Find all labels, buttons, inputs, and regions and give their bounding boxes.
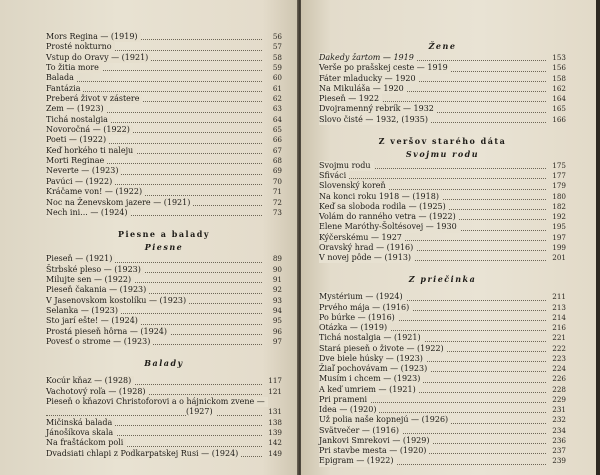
toc-entry xyxy=(46,296,282,306)
toc-entry xyxy=(46,156,282,166)
toc-entry-title: Poeti — (1922) xyxy=(46,135,109,145)
toc-entry xyxy=(46,53,282,63)
subheading-svojmu-rodu: Svojmu rodu xyxy=(405,148,480,159)
toc-entry-title: Povesť o strome — (1923) xyxy=(46,337,153,347)
toc-entry xyxy=(46,63,282,73)
toc-entry xyxy=(46,428,282,438)
toc-entry xyxy=(46,327,282,337)
toc-entry-page: 180 xyxy=(552,191,566,201)
toc-entry xyxy=(46,265,282,275)
toc-entry xyxy=(319,63,566,73)
toc-entry xyxy=(319,222,566,232)
toc-entry-title: Po búrke — (1916) xyxy=(319,313,398,323)
toc-entry-page: 66 xyxy=(272,135,282,145)
toc-entry-page: 177 xyxy=(552,171,566,180)
toc-entry-title: Jankovi Smrekovi — (1929) xyxy=(319,436,432,446)
toc-entry-page: 89 xyxy=(272,254,282,264)
toc-entry-page: 121 xyxy=(268,386,282,396)
toc-entry xyxy=(46,397,282,407)
toc-entry-page: 70 xyxy=(272,176,282,186)
toc-entry-title: Slovo čisté — 1932, (1935) xyxy=(319,115,431,125)
toc-entry-page: 138 xyxy=(268,417,282,427)
toc-entry-page: 226 xyxy=(552,374,566,384)
toc-entry xyxy=(319,212,566,222)
toc-entry xyxy=(46,208,282,218)
toc-entry-page: 131 xyxy=(268,407,282,417)
subheading-balady: Balady xyxy=(144,358,184,369)
toc-entry xyxy=(319,161,566,171)
toc-entry xyxy=(46,198,282,208)
toc-entry-page: 228 xyxy=(552,384,566,394)
toc-entry-title: Morti Reginae xyxy=(46,156,107,166)
toc-entry xyxy=(319,104,566,114)
toc-entry-title: Vstup do Oravy — (1921) xyxy=(46,53,151,63)
toc-entry-title: Jánošíkova skala xyxy=(46,428,116,438)
leader-dots xyxy=(46,81,262,82)
toc-entry xyxy=(319,436,566,446)
toc-entry-title: Na Mikuláša — 1920 xyxy=(319,84,407,94)
toc-entry xyxy=(46,387,282,397)
toc-entry xyxy=(46,418,282,428)
toc-entry xyxy=(319,171,566,181)
toc-entry-page: 63 xyxy=(272,104,282,114)
toc-entry-title: Na fraštáckom poli xyxy=(46,438,126,448)
toc-entry xyxy=(319,94,566,104)
toc-entry-title: Kýčerskému — 1927 xyxy=(319,233,405,243)
toc-entry xyxy=(46,125,282,135)
page-edge-shadow xyxy=(596,0,600,475)
toc-entry-title: Svätvečer — (1916) xyxy=(319,426,402,436)
toc-entry xyxy=(319,243,566,253)
toc-entry xyxy=(46,438,282,448)
toc-entry-page: 222 xyxy=(552,343,566,353)
toc-entry xyxy=(46,135,282,145)
toc-entry-page: 213 xyxy=(552,302,566,312)
toc-entry-page: 216 xyxy=(552,323,566,332)
toc-entry-title: Idea — (1920) xyxy=(319,405,379,415)
toc-entry-page: 166 xyxy=(552,114,566,124)
toc-entry-page: 179 xyxy=(552,181,566,191)
toc-entry xyxy=(46,73,282,83)
toc-entry-page: 94 xyxy=(272,305,282,315)
toc-entry-title: Sto jarí ešte! — (1924) xyxy=(46,316,141,326)
toc-entry xyxy=(319,313,566,323)
leader-dots xyxy=(46,415,262,416)
toc-entry xyxy=(46,166,282,176)
toc-entry-page: 211 xyxy=(552,292,566,302)
toc-entry-title: Preberá život v zástere xyxy=(46,94,142,104)
toc-entry-title: Volám do ranného vetra — (1922) xyxy=(319,212,459,222)
toc-entry xyxy=(319,115,566,125)
toc-entry-title: Fáter mladucky — 1920 xyxy=(319,74,419,84)
toc-entry-page: 73 xyxy=(272,207,282,217)
toc-entry xyxy=(319,426,566,436)
toc-entry xyxy=(319,354,566,364)
toc-entry xyxy=(46,187,282,197)
toc-entry-page: 65 xyxy=(272,125,282,135)
zene-entries xyxy=(319,53,566,125)
toc-entry-page: 93 xyxy=(272,295,282,305)
toc-entry xyxy=(46,94,282,104)
toc-entry xyxy=(319,53,566,63)
toc-entry xyxy=(46,337,282,347)
toc-entry-page: 156 xyxy=(552,63,566,73)
toc-entry xyxy=(46,42,282,52)
top-entries xyxy=(46,32,282,218)
left-page xyxy=(0,0,298,475)
toc-entry-page: 142 xyxy=(268,438,282,448)
toc-entry-page: 57 xyxy=(272,42,282,52)
toc-entry-page: 149 xyxy=(268,448,282,458)
toc-entry xyxy=(319,323,566,333)
toc-entry-title: A keď umriem — (1921) xyxy=(319,385,419,395)
toc-entry-page: 162 xyxy=(552,83,566,93)
toc-entry-title: Pri stavbe mesta — (1920) xyxy=(319,446,429,456)
toc-entry-page: 229 xyxy=(552,394,566,404)
toc-entry-page: 56 xyxy=(272,32,282,41)
toc-entry xyxy=(46,376,282,386)
toc-entry-page: 67 xyxy=(272,145,282,155)
toc-entry-title: Na konci roku 1918 — (1918) xyxy=(319,192,442,202)
toc-entry-title: Pieseň — (1921) xyxy=(46,254,115,264)
toc-entry-title: Kocúr kňaz — (1928) xyxy=(46,376,134,386)
toc-entry xyxy=(319,446,566,456)
toc-entry-title: Zem — (1923) xyxy=(46,104,107,114)
toc-entry-page: 90 xyxy=(272,264,282,274)
toc-entry-page: 69 xyxy=(272,166,282,176)
toc-entry xyxy=(319,84,566,94)
toc-entry-page: 71 xyxy=(272,187,282,197)
toc-entry xyxy=(46,449,282,459)
toc-entry xyxy=(46,104,282,114)
toc-entry-page: 224 xyxy=(552,364,566,373)
toc-entry xyxy=(319,192,566,202)
toc-entry xyxy=(319,395,566,405)
toc-entry-title: Balada xyxy=(46,73,77,83)
toc-entry-page: 175 xyxy=(552,160,566,170)
toc-entry-page: 64 xyxy=(272,114,282,124)
toc-entry-page: 236 xyxy=(552,435,566,445)
toc-entry-page: 117 xyxy=(268,376,282,386)
toc-entry-title: Oravský hrad — (1916) xyxy=(319,243,416,253)
toc-entry-title: Tichá nostalgia xyxy=(46,115,111,125)
toc-entry-title: Tichá nostalgia — (1921) xyxy=(319,333,424,343)
toc-entry-page: 158 xyxy=(552,73,566,83)
toc-entry-page: 232 xyxy=(552,415,566,425)
toc-entry-title: Elene Maróthy-Šoltésovej — 1930 xyxy=(319,222,460,232)
toc-entry-page: 72 xyxy=(272,197,282,207)
toc-entry xyxy=(46,316,282,326)
toc-entry-page: 97 xyxy=(272,336,282,346)
toc-entry-page: 221 xyxy=(552,333,566,343)
toc-entry-title: Dakedy žartom — 1919 xyxy=(319,53,417,63)
toc-entry xyxy=(319,181,566,191)
toc-entry-title: V novej pôde — (1913) xyxy=(319,253,414,263)
subheading-zene: Žene xyxy=(428,41,457,51)
toc-entry-title: Pieseň — 1922 xyxy=(319,94,382,104)
toc-entry-title: Pavúci — (1922) xyxy=(46,177,115,187)
piesne-entries xyxy=(46,254,282,347)
toc-entry-page: 223 xyxy=(552,353,566,363)
toc-entry-title: Otázka — (1919) xyxy=(319,323,390,333)
toc-entry xyxy=(319,385,566,395)
toc-entry-title: Pri prameni xyxy=(319,395,370,405)
toc-entry-title: Dvojramenný rebrík — 1932 xyxy=(319,104,437,114)
toc-entry-title: Mors Regina — (1919) xyxy=(46,32,141,42)
toc-entry-page: 239 xyxy=(552,456,566,466)
toc-entry-page: 95 xyxy=(272,316,282,326)
toc-entry-page: 139 xyxy=(268,428,282,437)
toc-entry-page: 59 xyxy=(272,63,282,73)
toc-entry-title: Verše po prašskej ceste — 1919 xyxy=(319,63,451,73)
toc-entry xyxy=(319,415,566,425)
toc-entry-title: Keď sa sloboda rodila — (1925) xyxy=(319,202,449,212)
toc-entry-page: 234 xyxy=(552,425,566,435)
toc-entry xyxy=(319,344,566,354)
toc-entry-page: 58 xyxy=(272,52,282,62)
toc-entry-page: 91 xyxy=(272,274,282,284)
toc-entry-title: V Jasenovskom kostolíku — (1923) xyxy=(46,296,189,306)
toc-entry-title: Milujte sen — (1922) xyxy=(46,275,134,285)
toc-entry-title: (1927) xyxy=(186,407,216,417)
toc-entry-title: Musím i chcem — (1923) xyxy=(319,374,423,384)
left-toc-column xyxy=(46,32,282,459)
toc-entry-title: Fantázia xyxy=(46,84,83,94)
toc-entry xyxy=(319,233,566,243)
right-toc-column xyxy=(319,40,566,467)
toc-entry-page: 68 xyxy=(272,156,282,166)
toc-entry xyxy=(46,177,282,187)
toc-entry-title: Už polia naše kopnejú — (1926) xyxy=(319,415,451,425)
toc-entry xyxy=(46,285,282,295)
toc-entry xyxy=(46,115,282,125)
toc-entry-page: 231 xyxy=(552,405,566,414)
toc-entry-page: 197 xyxy=(552,232,566,242)
toc-entry xyxy=(319,303,566,313)
toc-entry-title: Kráčame von! — (1922) xyxy=(46,187,145,197)
toc-entry-page: 214 xyxy=(552,312,566,322)
balady-entries xyxy=(46,376,282,459)
section-heading-z-versov: Z veršov starého dáta xyxy=(378,135,507,146)
toc-entry-page: 164 xyxy=(552,94,566,103)
toc-entry-title: Selanka — (1923) xyxy=(46,306,121,316)
toc-entry xyxy=(319,292,566,302)
svojmu-entries xyxy=(319,161,566,264)
toc-entry-title: Nech ini... — (1924) xyxy=(46,208,131,218)
toc-entry-page: 62 xyxy=(272,94,282,104)
toc-entry xyxy=(319,253,566,263)
subheading-z-priecinka: Z priečinka xyxy=(408,274,477,285)
toc-entry-title: Štrbské pleso — (1923) xyxy=(46,265,144,275)
toc-entry-page: 201 xyxy=(552,253,566,262)
toc-entry-page: 195 xyxy=(552,222,566,232)
toc-entry-page: 60 xyxy=(272,73,282,83)
toc-entry xyxy=(319,374,566,384)
toc-entry-title: Mystérium — (1924) xyxy=(319,292,406,302)
toc-entry xyxy=(319,202,566,212)
toc-entry xyxy=(46,146,282,156)
toc-entry xyxy=(319,74,566,84)
toc-entry-page: 153 xyxy=(552,53,566,62)
leader-dots xyxy=(319,178,546,179)
toc-entry-page: 199 xyxy=(552,242,566,252)
toc-entry xyxy=(46,254,282,264)
toc-entry-title: Dvadsiati chlapi z Podkarpatskej Rusi — (1924) xyxy=(46,449,241,459)
toc-entry xyxy=(319,456,566,466)
right-page xyxy=(301,0,600,475)
toc-entry-title: Prvého mája — (1916) xyxy=(319,303,412,313)
toc-entry-title: Žiaľ pochovávam — (1923) xyxy=(319,364,430,374)
toc-entry-title: Epigram — (1922) xyxy=(319,456,397,466)
toc-entry-page: 192 xyxy=(552,212,566,221)
toc-entry-title: Keď horkého ti naleju xyxy=(46,146,136,156)
toc-entry-title: Novoročná — (1922) xyxy=(46,125,133,135)
toc-entry-page: 61 xyxy=(272,83,282,93)
toc-entry-title: To žitia more xyxy=(46,63,102,73)
toc-entry-page: 237 xyxy=(552,446,566,455)
subheading-piesne: Piesne xyxy=(144,242,184,253)
toc-entry-title: Neverte — (1923) xyxy=(46,166,121,176)
priecinka-entries xyxy=(319,292,566,466)
toc-entry xyxy=(46,32,282,42)
toc-entry-title: Slovenský koreň xyxy=(319,181,389,191)
toc-entry xyxy=(46,306,282,316)
toc-entry-title: Dve biele húsky — (1923) xyxy=(319,354,426,364)
toc-entry xyxy=(46,84,282,94)
toc-entry-page: 182 xyxy=(552,201,566,211)
toc-entry-page: 92 xyxy=(272,285,282,295)
toc-entry-title: Mičinská balada xyxy=(46,418,115,428)
toc-entry-title: Sfiváci xyxy=(319,171,349,181)
toc-entry xyxy=(46,275,282,285)
toc-entry xyxy=(46,407,282,417)
toc-entry-title: Svojmu rodu xyxy=(319,161,374,171)
toc-entry-title: Stará pieseň o živote — (1922) xyxy=(319,344,447,354)
toc-entry-title: Prostá pieseň hôrna — (1924) xyxy=(46,327,170,337)
section-heading-piesne-a-balady: Piesne a balady xyxy=(117,229,211,240)
toc-entry xyxy=(319,364,566,374)
toc-entry-page: 165 xyxy=(552,104,566,114)
toc-entry-title: Noc na Ženevskom jazere — (1921) xyxy=(46,198,193,208)
toc-entry-title: Pieseň o kňazovi Christoforovi a o hájnickom zvene — xyxy=(46,397,268,407)
toc-entry-title: Prosté nokturno xyxy=(46,42,115,52)
toc-entry-page: 96 xyxy=(272,326,282,336)
toc-entry xyxy=(319,333,566,343)
toc-entry-title: Pieseň čakania — (1923) xyxy=(46,285,149,295)
toc-entry xyxy=(319,405,566,415)
toc-entry-title: Vachotový roľa — (1928) xyxy=(46,387,149,397)
